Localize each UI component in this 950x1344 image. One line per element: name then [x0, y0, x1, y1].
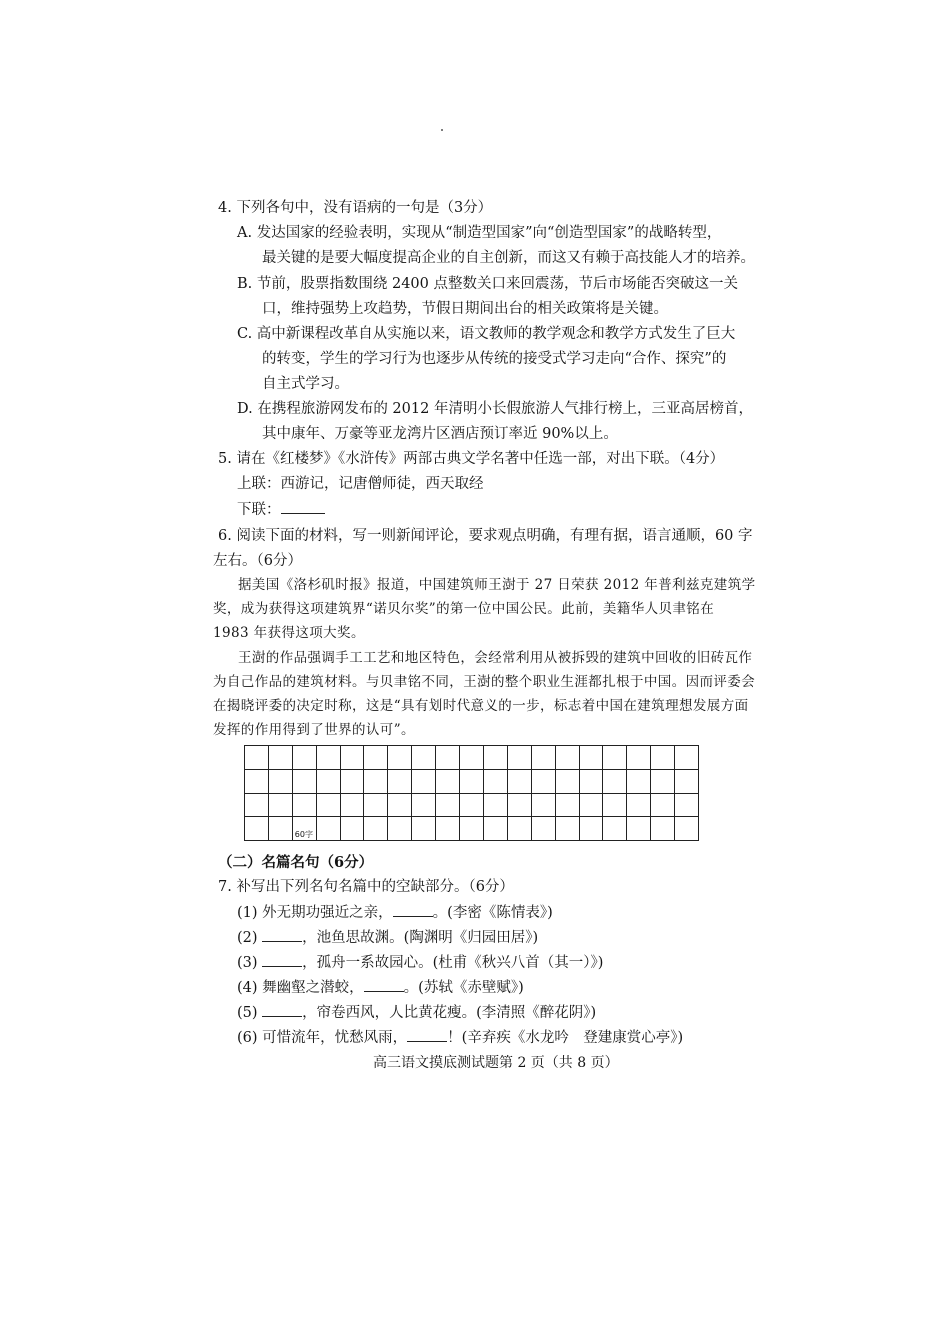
q4-option-c-line2: 的转变，学生的学习行为也逐步从传统的接受式学习走向“合作、探究”的	[262, 351, 727, 367]
q5-lower-couplet	[237, 497, 325, 523]
q6-material-line3: 1983 年获得这项大奖。	[213, 625, 365, 641]
grid-cell[interactable]	[484, 770, 508, 794]
grid-cell[interactable]	[484, 794, 508, 818]
q7-item-4-pre: 舞幽壑之潜蛟，	[262, 980, 364, 996]
grid-cell[interactable]	[627, 794, 651, 818]
q6-material-line2: 奖，成为获得这项建筑界“诺贝尔奖”的第一位中国公民。此前，美籍华人贝聿铭在	[213, 601, 715, 617]
grid-cell[interactable]	[580, 817, 604, 841]
grid-cell[interactable]	[341, 746, 365, 770]
grid-cell[interactable]	[556, 817, 580, 841]
grid-cell[interactable]	[460, 770, 484, 794]
q4-option-a-line1: A. 发达国家的经验表明，实现从“制造型国家”向“创造型国家”的战略转型，	[237, 225, 722, 241]
q7-item-6-num: (6)	[237, 1030, 258, 1046]
q7-item-4	[237, 975, 524, 1001]
grid-cell[interactable]	[532, 746, 556, 770]
grid-cell[interactable]	[651, 794, 675, 818]
q7-item-6-pre: 可惜流年，忧愁风雨，	[262, 1030, 408, 1046]
grid-cell[interactable]	[556, 794, 580, 818]
grid-cell[interactable]	[532, 794, 556, 818]
q7-item-4-blank[interactable]	[364, 975, 404, 992]
grid-cell[interactable]	[675, 817, 699, 841]
grid-cell[interactable]	[388, 794, 412, 818]
q4-option-d-line1: D. 在携程旅游网发布的 2012 年清明小长假旅游人气排行榜上，三亚高居榜首，	[237, 401, 753, 417]
q7-item-5-post: ，帘卷西风，人比黄花瘦。(李清照《醉花阴》)	[302, 1005, 597, 1021]
grid-cell[interactable]	[317, 770, 341, 794]
grid-cell[interactable]	[508, 817, 532, 841]
grid-cell[interactable]	[436, 794, 460, 818]
q7-item-3-post: ，孤舟一系故园心。(杜甫《秋兴八首（其一）》)	[302, 955, 604, 971]
q7-item-1-post: 。(李密《陈情表》)	[432, 905, 553, 921]
grid-cell[interactable]	[436, 770, 460, 794]
q7-item-1-blank[interactable]	[393, 900, 433, 917]
q6-material-line6: 在揭晓评委的决定时称，这是“具有划时代意义的一步，标志着中国在建筑理想发展方面	[213, 698, 749, 714]
q7-item-6-blank[interactable]	[407, 1025, 447, 1042]
q4-stem: 4. 下列各句中，没有语病的一句是（3分）	[218, 200, 493, 216]
q7-item-1	[237, 900, 553, 926]
grid-cell[interactable]	[269, 746, 293, 770]
grid-cell[interactable]	[436, 817, 460, 841]
grid-cell[interactable]	[627, 817, 651, 841]
grid-cell[interactable]	[293, 770, 317, 794]
q7-stem: 7. 补写出下列名句名篇中的空缺部分。（6分）	[218, 879, 514, 895]
grid-cell[interactable]	[293, 794, 317, 818]
grid-cell[interactable]	[364, 746, 388, 770]
grid-cell[interactable]	[245, 794, 269, 818]
grid-cell[interactable]	[341, 817, 365, 841]
q7-item-3	[237, 950, 603, 976]
grid-cell[interactable]	[508, 794, 532, 818]
grid-cell[interactable]	[460, 746, 484, 770]
grid-cell[interactable]	[484, 817, 508, 841]
grid-cell[interactable]	[603, 817, 627, 841]
q5-stem: 5. 请在《红楼梦》《水浒传》两部古典文学名著中任选一部，对出下联。（4分）	[218, 451, 725, 467]
grid-cell[interactable]	[603, 746, 627, 770]
grid-cell[interactable]	[484, 746, 508, 770]
q4-option-d-line2: 其中康年、万豪等亚龙湾片区酒店预订率近 90%以上。	[262, 426, 618, 442]
grid-cell[interactable]	[412, 770, 436, 794]
page-footer: 高三语文摸底测试题第 2 页（共 8 页）	[373, 1055, 619, 1071]
grid-cell[interactable]	[651, 817, 675, 841]
grid-cell[interactable]	[508, 746, 532, 770]
q5-lower-label: 下联：	[237, 502, 281, 518]
grid-cell[interactable]	[580, 746, 604, 770]
grid-cell[interactable]	[580, 770, 604, 794]
grid-cell[interactable]	[412, 817, 436, 841]
grid-cell[interactable]	[436, 746, 460, 770]
grid-cell[interactable]	[675, 794, 699, 818]
grid-cell[interactable]	[603, 794, 627, 818]
q7-item-2-post: ，池鱼思故渊。(陶渊明《归园田居》)	[302, 930, 539, 946]
grid-cell[interactable]	[460, 817, 484, 841]
q7-item-6-post: ！(辛弃疾《水龙吟 登建康赏心亭》)	[447, 1030, 684, 1046]
section-2-title: （二）名篇名句（6分）	[218, 854, 374, 871]
q7-item-5	[237, 1000, 596, 1026]
q7-item-2-num: (2)	[237, 930, 258, 946]
grid-cell[interactable]	[651, 746, 675, 770]
grid-cell[interactable]	[245, 817, 269, 841]
grid-cell[interactable]	[388, 817, 412, 841]
grid-cell[interactable]	[460, 794, 484, 818]
q7-item-4-post: 。(苏轼《赤壁赋》)	[403, 980, 524, 996]
q4-option-c-line3: 自主式学习。	[262, 376, 349, 392]
grid-cell[interactable]	[627, 770, 651, 794]
q5-upper-couplet: 上联：西游记，记唐僧师徒，西天取经	[237, 476, 484, 492]
grid-60-char-label: 60字	[294, 830, 313, 839]
grid-cell[interactable]	[651, 770, 675, 794]
grid-cell[interactable]	[293, 746, 317, 770]
grid-cell[interactable]	[412, 794, 436, 818]
grid-cell[interactable]	[245, 746, 269, 770]
grid-cell[interactable]	[293, 817, 317, 841]
q4-option-b-line1: B. 节前，股票指数围绕 2400 点整数关口来回震荡，节后市场能否突破这一关	[237, 276, 738, 292]
grid-cell[interactable]	[317, 817, 341, 841]
grid-cell[interactable]	[269, 794, 293, 818]
q7-item-2-blank[interactable]	[262, 925, 302, 942]
q7-item-5-blank[interactable]	[262, 1000, 302, 1017]
q4-option-b-line2: 口，维持强势上攻趋势，节假日期间出台的相关政策将是关键。	[262, 301, 668, 317]
q6-stem-line2: 左右。（6分）	[213, 553, 302, 569]
q7-item-3-num: (3)	[237, 955, 258, 971]
grid-cell[interactable]	[341, 794, 365, 818]
q7-item-6	[237, 1025, 683, 1051]
q7-item-5-num: (5)	[237, 1005, 258, 1021]
q4-option-c-line1: C. 高中新课程改革自从实施以来，语文教师的教学观念和教学方式发生了巨大	[237, 326, 736, 342]
grid-cell[interactable]	[603, 770, 627, 794]
grid-cell[interactable]	[245, 770, 269, 794]
q6-material-line4: 王澍的作品强调手工工艺和地区特色，会经常利用从被拆毁的建筑中回收的旧砖瓦作	[238, 650, 753, 666]
q6-stem-line1: 6. 阅读下面的材料，写一则新闻评论，要求观点明确，有理有据，语言通顺，60 字	[218, 528, 753, 544]
grid-cell[interactable]	[675, 770, 699, 794]
grid-cell[interactable]	[388, 746, 412, 770]
grid-cell[interactable]	[364, 794, 388, 818]
q5-answer-blank[interactable]	[281, 497, 325, 514]
grid-cell[interactable]	[580, 794, 604, 818]
q7-item-2	[237, 925, 538, 951]
grid-cell[interactable]	[532, 817, 556, 841]
grid-cell[interactable]	[556, 770, 580, 794]
grid-cell[interactable]	[412, 746, 436, 770]
q7-item-1-num: (1)	[237, 905, 258, 921]
grid-cell[interactable]	[627, 746, 651, 770]
q6-material-line1: 据美国《洛杉矶时报》报道，中国建筑师王澍于 27 日荣获 2012 年普利兹克建筑学	[238, 577, 756, 593]
grid-cell[interactable]	[675, 746, 699, 770]
q7-item-3-blank[interactable]	[262, 950, 302, 967]
grid-cell[interactable]	[317, 746, 341, 770]
grid-cell[interactable]	[508, 770, 532, 794]
q6-answer-grid[interactable]	[244, 745, 699, 841]
grid-cell[interactable]	[364, 770, 388, 794]
q7-item-1-pre: 外无期功强近之亲，	[262, 905, 393, 921]
q4-option-a-line2: 最关键的是要大幅度提高企业的自主创新，而这又有赖于高技能人才的培养。	[262, 250, 755, 266]
grid-cell[interactable]	[341, 770, 365, 794]
grid-cell[interactable]	[269, 770, 293, 794]
q7-item-4-num: (4)	[237, 980, 258, 996]
scan-speck	[441, 129, 443, 131]
grid-cell[interactable]	[364, 817, 388, 841]
grid-cell[interactable]	[269, 817, 293, 841]
grid-cell[interactable]	[532, 770, 556, 794]
q6-material-line7: 发挥的作用得到了世界的认可”。	[213, 722, 415, 738]
grid-cell[interactable]	[556, 746, 580, 770]
q6-material-line5: 为自己作品的建筑材料。与贝聿铭不同，王澍的整个职业生涯都扎根于中国。因而评委会	[213, 674, 756, 690]
grid-cell[interactable]	[388, 770, 412, 794]
grid-cell[interactable]	[317, 794, 341, 818]
